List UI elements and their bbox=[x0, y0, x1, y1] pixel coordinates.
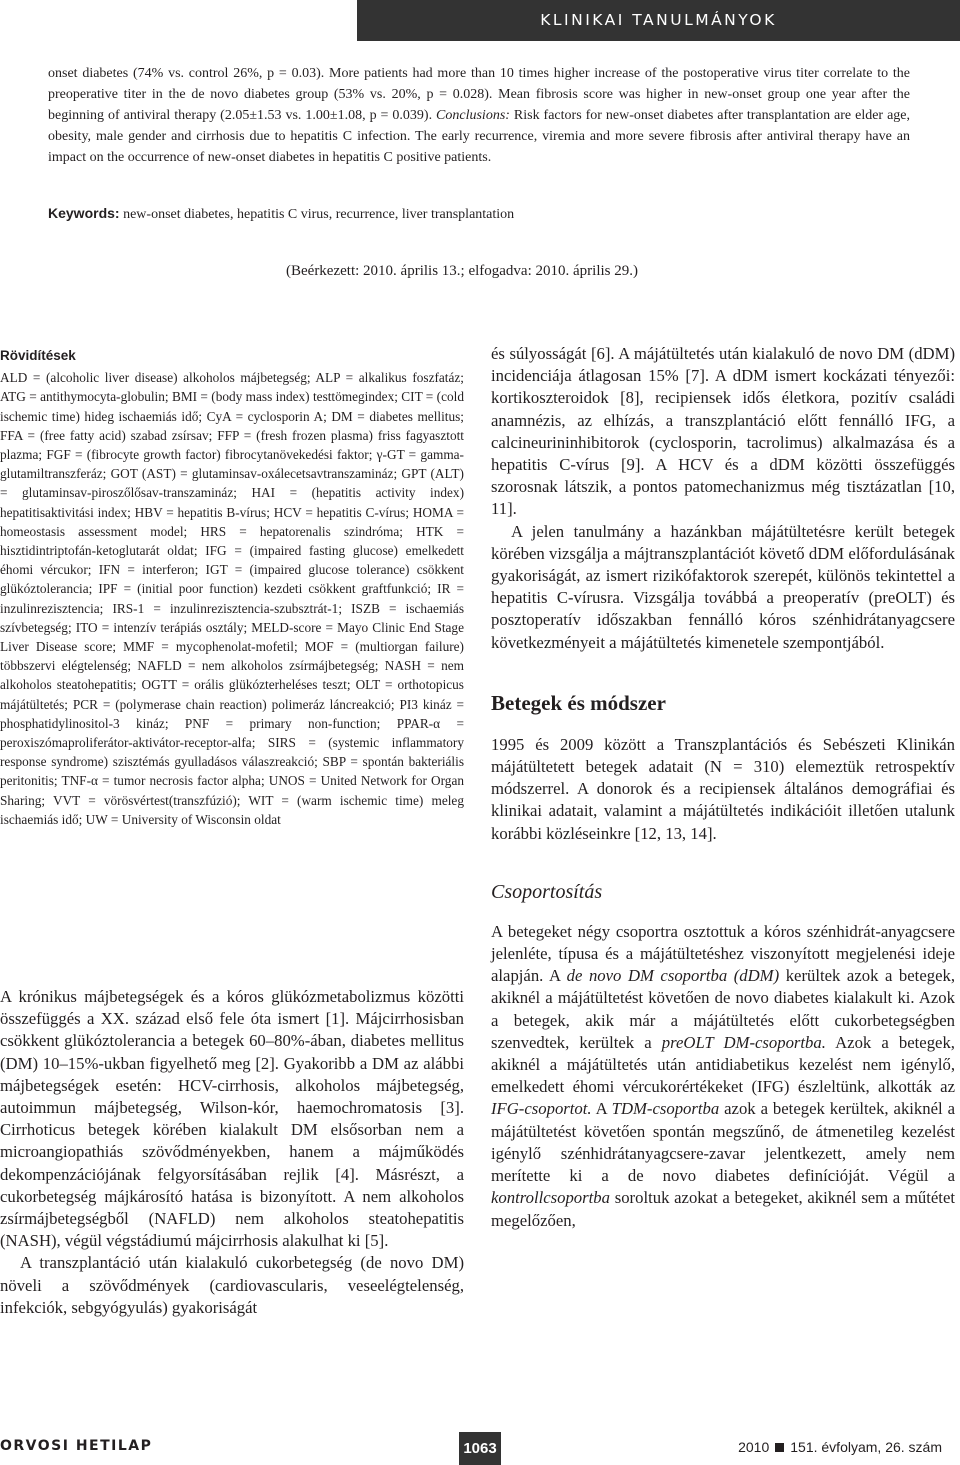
subsection-heading: Csoportosítás bbox=[491, 880, 603, 903]
left-column-body bbox=[0, 986, 464, 1319]
keywords bbox=[48, 203, 910, 225]
received-dates: (Beérkezett: 2010. április 13.; elfogadva: 2010. április 29.) bbox=[286, 263, 638, 279]
right-column bbox=[491, 343, 955, 1232]
body-paragraph: A transzplantáció után kialakuló cukorbetegség (de novo DM) növeli a szövődmények (cardiovascularis, veseelégtelenség, infekciók, sebgyógyulás) gyakoriságát bbox=[0, 1253, 464, 1317]
body-paragraph: és súlyosságát [6]. A májátültetés után kialakuló de novo DM (dDM) incidenciája átlagosan 15% [7]. A dDM ismert kockázati tényezői: kortikoszteroidok [8], recipiensek idős életkora, pozitív családi anamnézis, az elhízás, a transzplantáció előtt fennálló IFG, a calcineurininhibitorok (cyclosporin, tacrolimus) alkalmazása és a hepatitis C-vírus [9]. A HCV és a dDM közötti összefüggés szorosnak látszik, a pontos patomechanizmus még tisztázatlan [10, 11]. bbox=[491, 344, 955, 519]
text-run: kerültek azok a betegek, akiknél a májátültetést követően de novo diabetes kialakult ki. Azok a betegek, akik már a májátültetés előtt cukorbetegségben szenvedtek, kerültek a bbox=[491, 966, 955, 1052]
abstract-text bbox=[48, 63, 910, 168]
body-paragraph bbox=[491, 921, 955, 1232]
text-run: A bbox=[591, 1099, 612, 1119]
abstract-conclusions: Risk factors for new-onset diabetes after transplantation are elder age, obesity, male gender and cirrhosis due to hepatitis C infection. The early recurrence, viremia and more severe fibrosis after antiviral therapy have an impact on the occurrence of new-onset diabetes in hepatitis C positive patients. bbox=[48, 108, 910, 165]
text-run: A betegeket négy csoportra osztottuk a kóros szénhidrát-anyagcsere jelenléte, típusa és a májátültetéshez viszonyított megjelenési ideje alapján. A bbox=[491, 921, 955, 986]
abstract-results: onset diabetes (74% vs. control 26%, p = 0.03). More patients had more than 10 times higher increase of the postoperative virus titer correlate to the preoperative titer in the de novo diabetes group (53% vs. 20%, p = 0.028). Mean fibrosis score was higher in new-onset group one year after the beginning of antiviral therapy (2.05±1.53 vs. 1.00±1.08, p = 0.039). bbox=[48, 66, 910, 123]
italic-term: kontrollcsoportba bbox=[491, 1188, 610, 1208]
italic-term: TDM-csoportba bbox=[611, 1099, 720, 1119]
issue-volume: 151. évfolyam, 26. szám bbox=[790, 1439, 942, 1455]
section-label: KLINIKAI TANULMÁNYOK bbox=[357, 0, 960, 41]
keywords-text: new-onset diabetes, hepatitis C virus, recurrence, liver transplantation bbox=[119, 207, 515, 222]
journal-name: ORVOSI HETILAP bbox=[0, 1438, 153, 1454]
section-heading: Betegek és módszer bbox=[491, 690, 666, 715]
header-bar bbox=[0, 0, 960, 41]
text-run: soroltuk azokat a betegeket, akiknél sem a műtétet megelőzően, bbox=[491, 1188, 955, 1230]
keywords-label: Keywords: bbox=[48, 205, 120, 221]
italic-term: IFG-csoportot. bbox=[491, 1099, 592, 1119]
body-paragraph: A jelen tanulmány a hazánkban májátültetésre került betegek körében vizsgálja a májtranszplantációt követő dDM előfordulásának gyakoriságát, az ismert rizikófaktorok szerepét, különös tekintettel a hepatitis C-vírusra. Vizsgálja továbbá a preoperatív (preOLT) és posztoperatív időszakban fennálló kóros szénhidrátanyagcsere következményeit a májátültetés kimenetele szempontjából. bbox=[491, 521, 955, 652]
abbreviations-box bbox=[0, 346, 464, 829]
text-run: azok a betegek kerültek, akiknél a májátültetést követően spontán megszűnő, de átmenetileg kezelést igénylő szénhidrátanyagcsere-zavar jelentkezett, amely nem merítette ki a de novo diabetes definícióját. Végül a bbox=[491, 1099, 955, 1186]
abbreviations-text: ALD = (alcoholic liver disease) alkoholos májbetegség; ALP = alkalikus foszfatáz; ATG = antithymocyta-globulin; BMI = (body mass index) testtömegindex; CIT = (cold ischemic time) hideg ischaemiás idő; CyA = cyclosporin A; DM = diabetes mellitus; FFA = (free fatty acid) szabad zsírsav; FFP = (fresh frozen plasma) friss fagyasztott plazma; FGF = (fibrocyte growth factor) fibrocytanövekedési faktor; γ-GT = gamma-glutamiltranszferáz; GOT (AST) = glutaminsav-oxálecetsavtranszamináz; GPT (ALT) = glutaminsav-piroszőlősav-transzamináz; HAI = (hepatitis activity index) hepatitisaktivitási index; HBV = hepatitis B-vírus; HCV = hepatitis C-vírus; HOMA = homeostasis assessment model; HRS = hepatorenalis szindróma; HTK = hisztidintriptofán-ketoglutarát oldat; IFG = (impaired fasting glucose) emelkedett éhomi vércukor; IFN = interferon; IGT = (impaired glucose tolerance) csökkent glükóztolerancia; IPF = (initial poor function) kezdeti csökkent graftfunkció; IR = inzulinrezisztencia; IRS-1 = inzulinrezisztencia-szubsztrát-1; ISZB = ischaemiás szívbetegség; ITO = intenzív terápiás osztály; MELD-score = Mayo Clinic End Stage Liver Disease score; MMF = mycophenolat-mofetil; MOF = (multiorgan failure) többszervi elégtelenség; NAFLD = nem alkoholos zsírmájbetegség; NASH = nem alkoholos steatohepatitis; OGTT = orális glükózterheléses teszt; OLT = orthotopicus májátültetés; PCR = (polymerase chain reaction) polimeráz láncreakció; PI3 kináz = phosphatidylinositol-3 kináz; PNF = primary non-function; PPAR-α = peroxiszómaproliferátor-aktivátor-receptor-alfa; SIRS = (systemic inflammatory response syndrome) szisztémás gyulladásos válaszreakció; SBP = spontán bakteriális peritonitis; TNF-α = tumor necrosis factor alpha; UNOS = United Network for Organ Sharing; VVT = vörösvértest(transzfúzió); WIT = (warm ischemic time) meleg ischaemiás idő; UW = University of Wisconsin oldat bbox=[0, 370, 464, 827]
issue-year: 2010 bbox=[738, 1439, 770, 1455]
page-number: 1063 bbox=[459, 1432, 501, 1465]
text-run: Azok a betegek, akiknél a májátültetés után antidiabetikus kezelést nem igénylő, emelkedett éhomi vércukorértékeket (IFG) észleltünk, alkották az bbox=[491, 1032, 955, 1097]
body-paragraph: 1995 és 2009 között a Transzplantációs és Sebészeti Klinikán májátültetett betegek adatait (N = 310) elemeztük retrospektív módszerrel. A donorok és a recipiensek általános demográfiai és klinikai adatait, valamint a májátültetés indikációit illetően utalunk korábbi közléseinkre [12, 13, 14]. bbox=[491, 734, 955, 843]
issue-info bbox=[738, 1439, 942, 1455]
italic-term: de novo DM csoportba (dDM) bbox=[566, 966, 780, 986]
abstract bbox=[48, 63, 910, 168]
abbreviations-title: Rövidítések bbox=[0, 348, 76, 363]
square-separator-icon bbox=[775, 1443, 784, 1452]
body-paragraph: A krónikus májbetegségek és a kóros glükózmetabolizmus közötti összefüggés a XX. század első fele óta ismert [1]. Májcirrhosisban csökkent glükóztolerancia a betegek 60–80%-ában, diabetes mellitus (DM) 10–15%-ukban figyelhető meg [2]. Gyakoribb a DM az alábbi májbetegségek esetén: HCV-cirrhosis, alkoholos májbetegség, autoimmun májbetegség, Wilson-kór, haemochromatosis [3]. Cirrhoticus betegek körében kialakult DM elsősorban nem a microangiopathiás szövődményekben, hanem a májműködés dekompenzációjának felgyorsításában rejlik [4]. Másrészt, a cukorbetegség májkárosító hatása is bizonyított. A nem alkoholos zsírmájbetegségből (NAFLD) nem alkoholos steatohepatitis (NASH), végül végstádiumú májcirrhosis alakulhat ki [5]. bbox=[0, 987, 464, 1251]
italic-term: preOLT DM-csoportba. bbox=[661, 1032, 826, 1052]
conclusions-label: Conclusions: bbox=[436, 108, 510, 123]
